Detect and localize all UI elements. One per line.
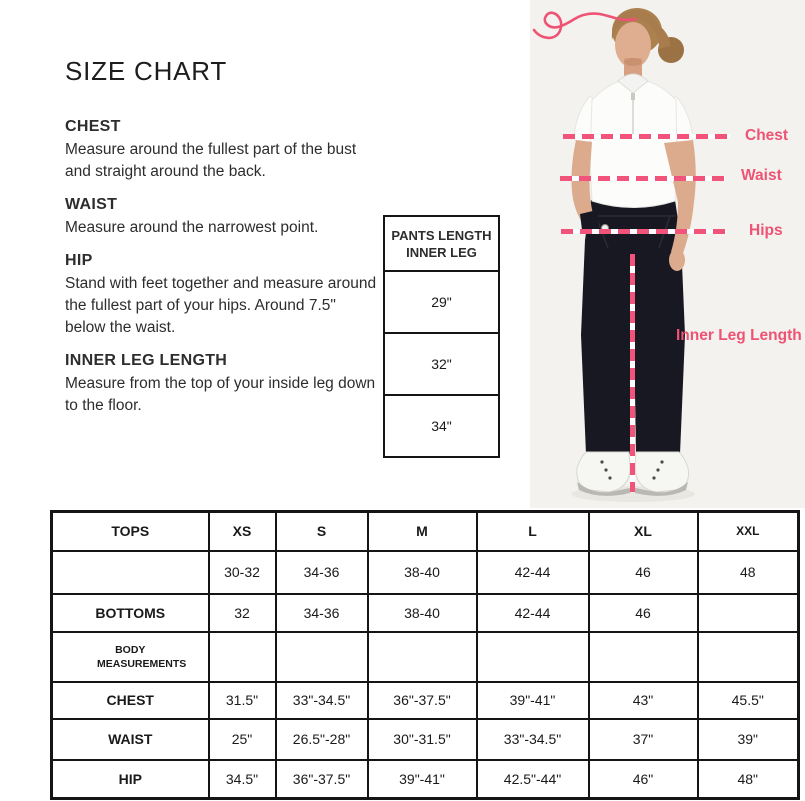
table-cell: 48 xyxy=(698,551,799,594)
table-cell: 25" xyxy=(209,719,276,760)
instruction-hip xyxy=(65,252,377,339)
table-cell: 34.5" xyxy=(209,760,276,799)
table-cell: 38-40 xyxy=(368,594,477,632)
instruction-waist xyxy=(65,196,377,239)
col-header-xs: XS xyxy=(209,512,276,551)
table-cell xyxy=(589,632,698,682)
table-row xyxy=(52,760,799,799)
table-cell: 48" xyxy=(698,760,799,799)
col-header-l: L xyxy=(477,512,589,551)
instruction-heading: INNER LEG LENGTH xyxy=(65,352,228,369)
table-cell: 33"-34.5" xyxy=(276,682,368,719)
table-cell xyxy=(368,632,477,682)
table-row xyxy=(52,594,799,632)
pants-length-header-line2: INNER LEG xyxy=(406,244,477,260)
instruction-heading: CHEST xyxy=(65,118,121,135)
instruction-body: Measure around the fullest part of the bust and straight around the back. xyxy=(65,141,357,180)
measure-instructions xyxy=(65,56,377,430)
instruction-heading: WAIST xyxy=(65,196,118,213)
table-cell xyxy=(209,632,276,682)
row-label: CHEST xyxy=(52,682,209,719)
table-cell: 30"-31.5" xyxy=(368,719,477,760)
table-cell: 46" xyxy=(589,760,698,799)
pants-length-table-header xyxy=(385,217,498,272)
instruction-inner-leg xyxy=(65,352,377,417)
chest-measure-line xyxy=(563,134,730,139)
row-label: HIP xyxy=(52,760,209,799)
table-cell: 36"-37.5" xyxy=(276,760,368,799)
pants-length-value: 34" xyxy=(431,418,452,434)
pants-length-value: 32" xyxy=(385,334,498,396)
table-cell: 45.5" xyxy=(698,682,799,719)
table-cell: 34-36 xyxy=(276,594,368,632)
table-cell: 38-40 xyxy=(368,551,477,594)
heart-squiggle-icon xyxy=(530,0,640,44)
inner-leg-measure-line xyxy=(630,254,635,492)
row-label xyxy=(52,551,209,594)
table-cell: 37" xyxy=(589,719,698,760)
table-header-row xyxy=(52,512,799,551)
table-cell: 36"-37.5" xyxy=(368,682,477,719)
waist-measure-line xyxy=(560,176,725,181)
table-cell: 30-32 xyxy=(209,551,276,594)
table-row xyxy=(52,682,799,719)
table-cell: 46 xyxy=(589,551,698,594)
table-cell: 42-44 xyxy=(477,551,589,594)
table-cell: 26.5"-28" xyxy=(276,719,368,760)
col-header-tops: TOPS xyxy=(52,512,209,551)
chest-label: Chest xyxy=(745,127,789,144)
row-label: WAIST xyxy=(52,719,209,760)
model-figure xyxy=(530,0,805,508)
table-cell: 39"-41" xyxy=(477,682,589,719)
pants-length-header-line1: PANTS LENGTH xyxy=(391,227,492,243)
col-header-xl: XL xyxy=(589,512,698,551)
inner-leg-label: Inner Leg Length xyxy=(676,327,802,344)
table-cell: 43" xyxy=(589,682,698,719)
table-cell: 39" xyxy=(698,719,799,760)
size-chart-table xyxy=(50,510,800,800)
hips-label: Hips xyxy=(749,222,783,239)
pants-length-value: 29" xyxy=(385,272,498,334)
table-cell: 33"-34.5" xyxy=(477,719,589,760)
instruction-heading: HIP xyxy=(65,252,93,269)
table-cell: 42-44 xyxy=(477,594,589,632)
table-cell xyxy=(276,632,368,682)
table-row xyxy=(52,719,799,760)
table-cell: 31.5" xyxy=(209,682,276,719)
instruction-body: Measure from the top of your inside leg down to the floor. xyxy=(65,375,376,414)
row-label: BODY MEASUREMENTS xyxy=(52,632,209,682)
instruction-body: Stand with feet together and measure around the fullest part of your hips. Around 7.5" below the waist. xyxy=(65,275,377,336)
col-header-m: M xyxy=(368,512,477,551)
table-cell: 34-36 xyxy=(276,551,368,594)
instruction-body: Measure around the narrowest point. xyxy=(65,219,319,236)
table-cell xyxy=(698,632,799,682)
hips-measure-line xyxy=(561,229,727,234)
row-label: BOTTOMS xyxy=(52,594,209,632)
table-cell xyxy=(477,632,589,682)
table-row xyxy=(52,551,799,594)
col-header-xxl: XXL xyxy=(698,512,799,551)
table-cell: 42.5"-44" xyxy=(477,760,589,799)
col-header-s: S xyxy=(276,512,368,551)
table-cell: 39"-41" xyxy=(368,760,477,799)
table-cell: 46 xyxy=(589,594,698,632)
model-photo xyxy=(530,0,805,508)
table-row xyxy=(52,632,799,682)
page-title: SIZE CHART xyxy=(65,56,228,86)
table-cell xyxy=(698,594,799,632)
table-cell: 32 xyxy=(209,594,276,632)
instruction-chest xyxy=(65,118,377,183)
pants-length-table xyxy=(383,215,500,458)
waist-label: Waist xyxy=(741,167,782,184)
